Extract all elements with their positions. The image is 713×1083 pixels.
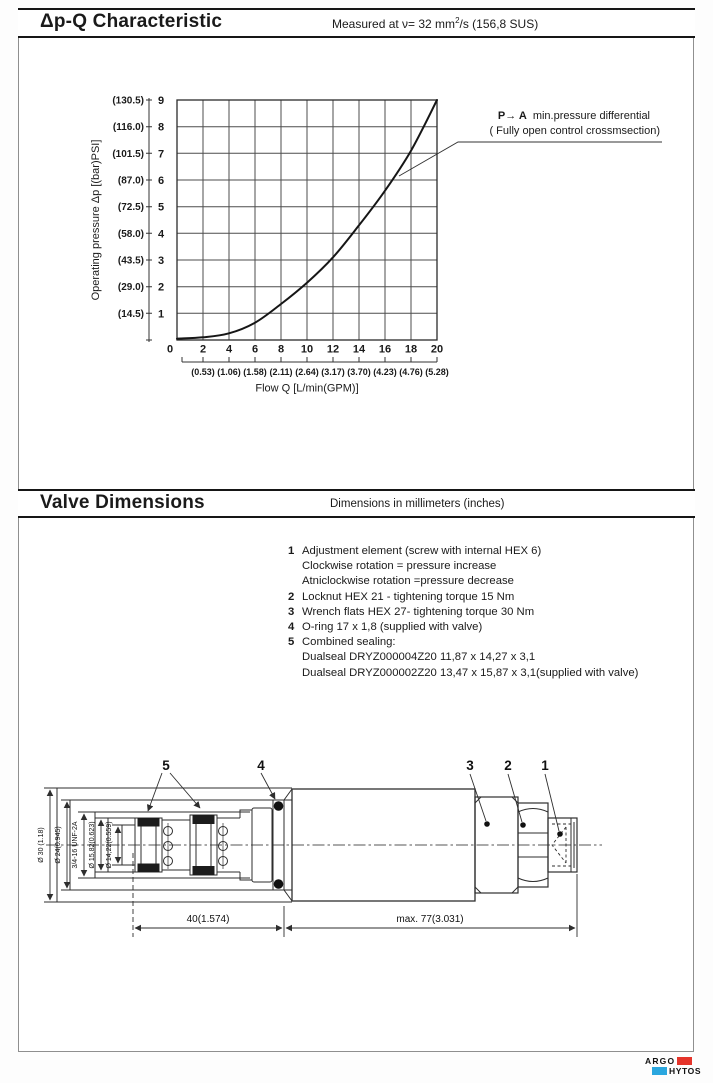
y-axis-ticks-bar xyxy=(158,95,165,320)
part-leaders xyxy=(148,773,563,837)
x-tick: 20 xyxy=(430,343,444,356)
y-axis-ticks-psi xyxy=(112,96,144,320)
x-tick-gpm: (2.11) xyxy=(269,367,293,377)
screw-end-cap xyxy=(571,818,574,872)
dualseal-2-band-bottom xyxy=(193,866,215,875)
x-tick-gpm: (1.58) xyxy=(243,367,267,377)
logo-row-top xyxy=(645,1056,701,1066)
y-tick-psi: (87.0) xyxy=(117,175,144,187)
part-label-2: 2 xyxy=(504,758,512,773)
x-tick: 10 xyxy=(300,343,314,356)
dim-label-d24: Ø 24(0.945) xyxy=(55,826,62,864)
leader-5a xyxy=(148,773,162,811)
y-tick: 1 xyxy=(157,308,165,321)
note-text: Combined sealing: xyxy=(302,636,396,649)
x-tick: 18 xyxy=(404,343,418,356)
x-tick: 0 xyxy=(166,343,174,356)
note-text: Clockwise rotation = pressure increase xyxy=(302,560,497,573)
part-label-3: 3 xyxy=(466,758,474,773)
y-tick: 2 xyxy=(157,281,165,294)
logo-text-hytos: HYTOS xyxy=(669,1065,702,1076)
logo-blue-block xyxy=(652,1067,667,1075)
chart-grid xyxy=(177,100,437,340)
section-header-dimensions xyxy=(18,489,695,518)
x-tick-gpm: (1.06) xyxy=(217,367,241,377)
annotation-text: min.pressure differential xyxy=(532,110,650,122)
note-row xyxy=(288,650,638,665)
argo-hytos-logo xyxy=(645,1056,701,1076)
x-tick: 6 xyxy=(251,343,259,356)
leader-4 xyxy=(261,773,275,799)
note-text: Dualseal DRYZ000002Z20 13,47 x 15,87 x 3,1(supplied with valve) xyxy=(302,666,639,679)
measurement-condition xyxy=(332,16,538,31)
dualseal-1-band-top xyxy=(138,818,160,827)
dim-label-d30: Ø 30 (1.18) xyxy=(38,827,45,863)
section-title-dimensions: Valve Dimensions xyxy=(40,492,205,513)
leader-dot-1 xyxy=(557,831,563,837)
dim-label-77: max. 77(3.031) xyxy=(396,914,464,925)
note-text: O-ring 17 x 1,8 (supplied with valve) xyxy=(302,621,483,634)
x-tick-gpm: (5.28) xyxy=(425,367,449,377)
x-tick-gpm: (3.17) xyxy=(321,367,345,377)
note-number: 3 xyxy=(288,605,295,618)
logo-red-block xyxy=(677,1057,692,1065)
x-axis-ticks-gpm xyxy=(191,367,449,377)
x-tick-gpm: (3.70) xyxy=(347,367,371,377)
measurement-condition-sup: 2 xyxy=(455,16,460,25)
y-axis-title: Operating pressure Δp [(bar)PSI] xyxy=(90,139,102,301)
logo-text-argo: ARGO xyxy=(645,1055,676,1066)
y-tick-psi: (101.5) xyxy=(112,148,144,160)
part-label-4: 4 xyxy=(257,758,265,773)
y-tick: 6 xyxy=(157,175,165,187)
note-number: 1 xyxy=(288,545,295,557)
dualseal-2-band-top xyxy=(193,815,215,824)
x-tick: 16 xyxy=(378,343,392,356)
oring-section-bottom xyxy=(274,879,284,889)
x-tick-gpm: (4.76) xyxy=(399,367,423,377)
note-row xyxy=(288,666,638,681)
note-row xyxy=(288,574,638,589)
x-axis-title: Flow Q [L/min(GPM)] xyxy=(255,382,359,395)
oring-section-top xyxy=(274,801,284,811)
leader-2 xyxy=(508,774,522,822)
length-dimension-labels xyxy=(187,914,464,925)
y-tick-psi: (43.5) xyxy=(117,255,144,267)
annotation-line1 xyxy=(498,110,650,122)
part-label-5: 5 xyxy=(162,758,170,773)
y-tick-psi: (116.0) xyxy=(112,122,144,134)
note-row xyxy=(288,605,638,620)
note-text: Atniclockwise rotation =pressure decrease xyxy=(302,575,514,588)
y-tick-psi: (58.0) xyxy=(117,228,144,240)
note-text: Locknut HEX 21 - tightening torque 15 Nm xyxy=(302,590,515,603)
parts-notes-list xyxy=(288,544,638,681)
leader-dot-2 xyxy=(520,822,526,828)
y-tick: 5 xyxy=(157,201,165,214)
dimensions-units-note: Dimensions in millimeters (inches) xyxy=(330,498,505,510)
note-row xyxy=(288,620,638,635)
note-number: 4 xyxy=(288,621,295,634)
leader-5b xyxy=(170,773,200,808)
note-text: Adjustment element (screw with internal HEX 6) xyxy=(302,545,542,557)
y-tick: 8 xyxy=(157,121,165,134)
dim-label-thread: 3/4-16 UNF-2A xyxy=(72,821,79,869)
note-text: Dualseal DRYZ000004Z20 11,87 x 14,27 x 3,1 xyxy=(302,651,536,664)
note-number: 5 xyxy=(288,636,295,649)
y-tick: 9 xyxy=(157,95,165,107)
annotation-line2: ( Fully open control crossmsection) xyxy=(489,125,660,137)
measurement-condition-prefix: Measured at ν= 32 mm xyxy=(332,17,456,31)
x-tick: 8 xyxy=(277,343,285,356)
section-title-characteristic: Δp-Q Characteristic xyxy=(40,11,223,32)
valve-drawing xyxy=(38,758,602,937)
psi-axis-bracket xyxy=(146,98,152,342)
dualseal-1-band-bottom xyxy=(138,864,160,873)
x-tick: 14 xyxy=(352,343,366,356)
annotation-bold: P→ A xyxy=(497,110,527,122)
gpm-axis-bracket xyxy=(182,357,437,362)
y-tick-psi: (130.5) xyxy=(112,95,144,107)
part-number-labels xyxy=(162,758,549,773)
note-row xyxy=(288,559,638,574)
x-tick-gpm: (0.53) xyxy=(191,367,215,377)
logo-row-bottom xyxy=(645,1066,701,1076)
x-tick: 2 xyxy=(199,343,207,356)
dim-label-40: 40(1.574) xyxy=(186,914,230,925)
x-tick: 4 xyxy=(225,343,233,356)
y-tick: 7 xyxy=(157,148,165,161)
y-tick: 3 xyxy=(157,255,165,267)
note-text: Wrench flats HEX 27- tightening torque 30 Nm xyxy=(302,605,535,618)
section-header-characteristic xyxy=(18,8,695,38)
measurement-condition-suffix: /s (156,8 SUS) xyxy=(459,17,539,31)
annotation-leader-line xyxy=(399,142,662,176)
x-axis-ticks xyxy=(167,344,443,356)
part-label-1: 1 xyxy=(541,758,549,773)
dim-label-d1582: Ø 15,82(0.623) xyxy=(89,821,96,869)
note-number: 2 xyxy=(288,590,295,603)
dim-label-d1422: Ø 14,22(0.559) xyxy=(106,821,113,869)
y-tick-psi: (29.0) xyxy=(117,282,144,294)
leader-dot-3 xyxy=(484,821,490,827)
note-row xyxy=(288,590,638,605)
x-tick-gpm: (4.23) xyxy=(373,367,397,377)
note-row xyxy=(288,544,638,559)
note-row xyxy=(288,635,638,650)
y-tick: 4 xyxy=(157,228,165,241)
dpq-chart xyxy=(90,95,662,395)
x-tick: 12 xyxy=(326,343,340,356)
y-tick-psi: (72.5) xyxy=(117,202,144,214)
x-tick-gpm: (2.64) xyxy=(295,367,319,377)
y-tick-psi: (14.5) xyxy=(117,308,144,320)
